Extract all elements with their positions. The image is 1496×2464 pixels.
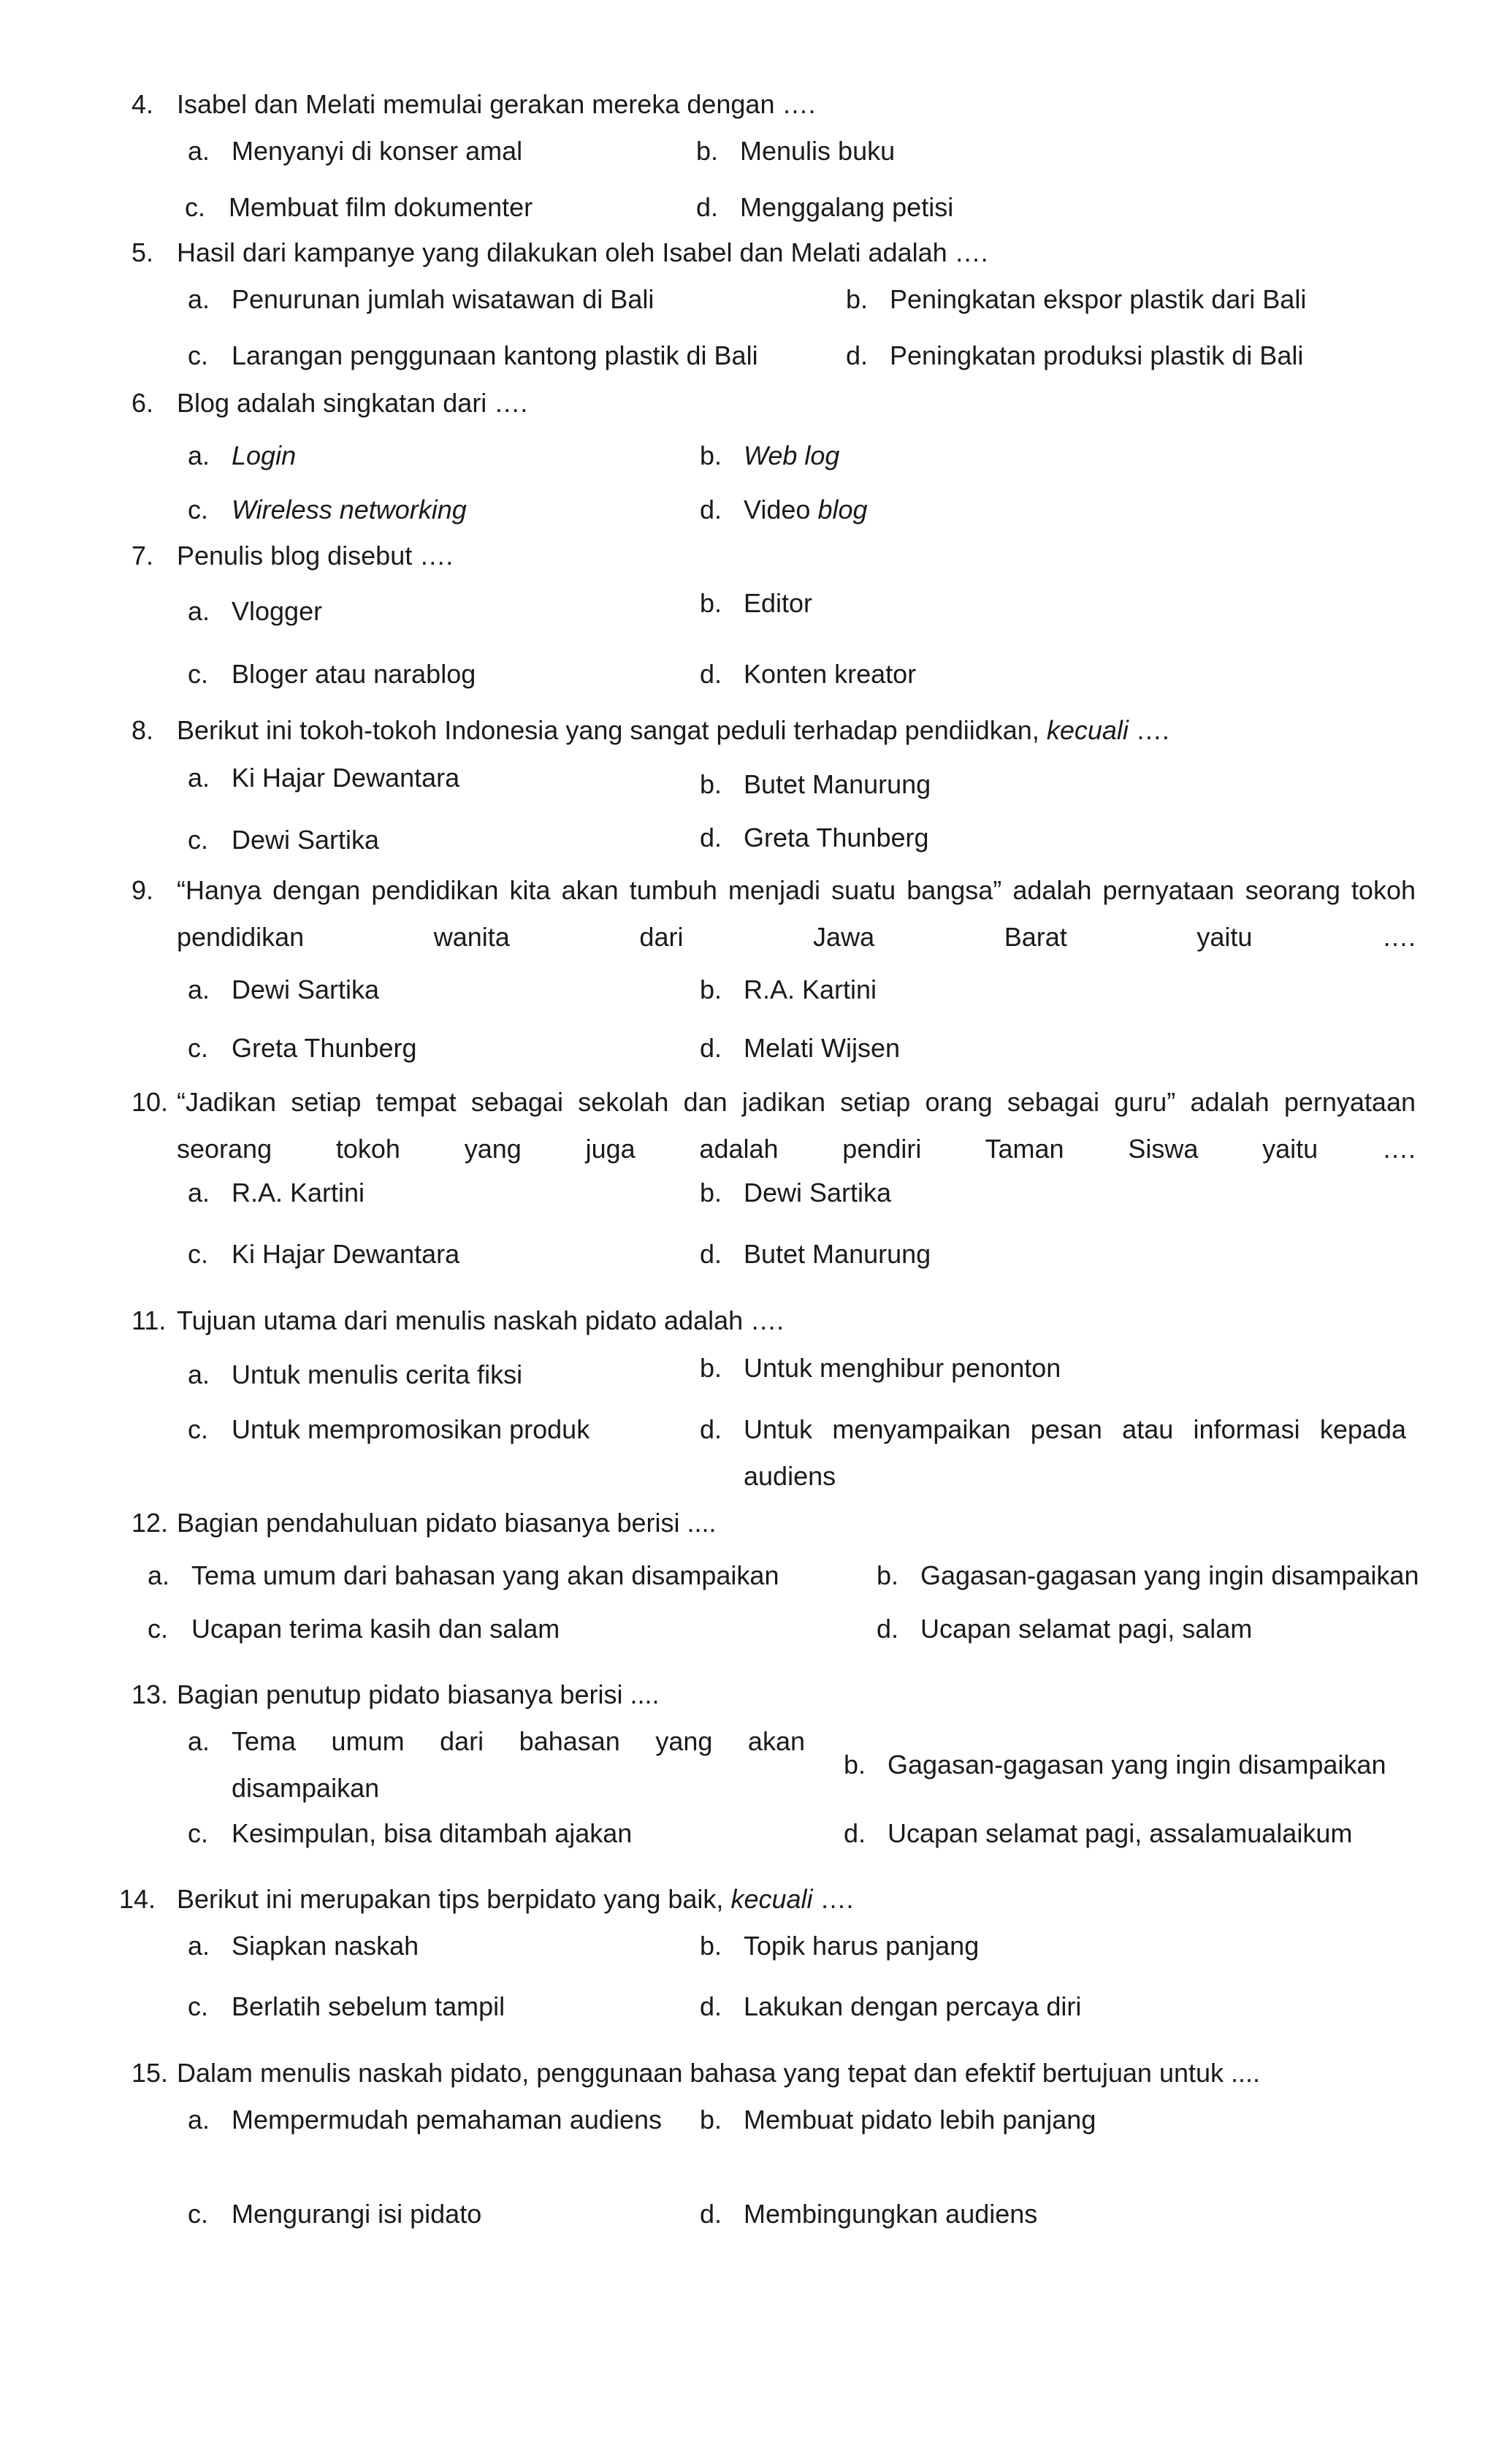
option-d[interactable]: d. Konten kreator [700, 659, 917, 689]
option-b[interactable]: b. Membuat pidato lebih panjang [700, 2105, 1096, 2135]
option-c[interactable]: c. Larangan penggunaan kantong plastik di Bali [188, 340, 758, 370]
option-d[interactable]: d. [700, 1414, 722, 1444]
question-text: Bagian pendahuluan pidato biasanya berisi .... [177, 1508, 717, 1538]
option-a[interactable]: a. R.A. Kartini [188, 1178, 365, 1208]
option-a-text: Tema umum dari bahasan yang akan disampaikan [232, 1726, 805, 1803]
option-d[interactable]: d. Peningkatan produksi plastik di Bali [846, 340, 1304, 370]
question-number: 12. [131, 1508, 169, 1538]
option-d[interactable]: d. Butet Manurung [700, 1239, 931, 1269]
question-text: Bagian penutup pidato biasanya berisi .... [177, 1679, 660, 1709]
option-c[interactable]: c. Mengurangi isi pidato [188, 2199, 482, 2229]
question-text: Isabel dan Melati memulai gerakan mereka dengan …. [177, 89, 816, 119]
option-d[interactable]: d. Lakukan dengan percaya diri [700, 1991, 1082, 2021]
question-number: 6. [131, 388, 154, 418]
option-b[interactable]: b. Peningkatan ekspor plastik dari Bali [846, 284, 1307, 314]
option-d[interactable]: d. Video blog [700, 495, 868, 525]
question-text: Dalam menulis naskah pidato, penggunaan bahasa yang tepat dan efektif bertujuan untuk .... [177, 2058, 1261, 2088]
option-d[interactable]: d. Ucapan selamat pagi, assalamualaikum [844, 1818, 1353, 1848]
option-a[interactable]: a. Untuk menulis cerita fiksi [188, 1359, 523, 1389]
option-b[interactable]: b. Dewi Sartika [700, 1178, 892, 1208]
option-c[interactable]: c. Kesimpulan, bisa ditambah ajakan [188, 1818, 633, 1848]
option-a[interactable]: a. Penurunan jumlah wisatawan di Bali [188, 284, 654, 314]
option-c[interactable]: c. Ki Hajar Dewantara [188, 1239, 460, 1269]
option-d[interactable]: d. Ucapan selamat pagi, salam [877, 1614, 1253, 1644]
question-number: 8. [131, 715, 154, 745]
question-text: Hasil dari kampanye yang dilakukan oleh Isabel dan Melati adalah …. [177, 237, 988, 267]
question-number: 7. [131, 541, 154, 571]
question-number: 13. [131, 1679, 169, 1709]
option-a[interactable]: a. [188, 1726, 210, 1756]
option-c[interactable]: c. Untuk mempromosikan produk [188, 1414, 590, 1444]
option-c[interactable]: c. Berlatih sebelum tampil [188, 1991, 505, 2021]
question-number: 10. [131, 1087, 169, 1117]
option-b[interactable]: b. Untuk menghibur penonton [700, 1353, 1061, 1383]
question-text: Berikut ini tokoh-tokoh Indonesia yang sangat peduli terhadap pendiidkan, kecuali …. [177, 715, 1169, 745]
option-a[interactable]: a. Vlogger [188, 596, 323, 626]
question-number: 14. [119, 1884, 156, 1914]
option-c[interactable]: c. Ucapan terima kasih dan salam [148, 1614, 560, 1644]
question-text: Tujuan utama dari menulis naskah pidato adalah …. [177, 1305, 785, 1335]
option-d[interactable]: d. Greta Thunberg [700, 823, 929, 853]
option-a[interactable]: a. Ki Hajar Dewantara [188, 763, 460, 793]
option-a[interactable]: a. Siapkan naskah [188, 1931, 419, 1961]
option-b[interactable]: b. Web log [700, 440, 840, 470]
question-number: 11. [131, 1305, 167, 1335]
option-b[interactable]: b. Topik harus panjang [700, 1931, 980, 1961]
option-b[interactable]: b. R.A. Kartini [700, 974, 877, 1004]
option-d[interactable]: d. Membingungkan audiens [700, 2199, 1038, 2229]
option-d[interactable]: d. Menggalang petisi [696, 192, 954, 222]
option-b[interactable]: b. Gagasan-gagasan yang ingin disampaikan [877, 1560, 1419, 1590]
option-d-text: Untuk menyampaikan pesan atau informasi kepada audiens [744, 1414, 1406, 1491]
option-b[interactable]: b. Editor [700, 588, 813, 618]
option-c[interactable]: c. Dewi Sartika [188, 825, 380, 855]
option-a[interactable]: a. Login [188, 440, 297, 470]
question-text: Penulis blog disebut …. [177, 541, 454, 571]
option-a[interactable]: a. Menyanyi di konser amal [188, 136, 523, 166]
question-text: Blog adalah singkatan dari …. [177, 388, 528, 418]
option-a[interactable]: a. Tema umum dari bahasan yang akan disampaikan [148, 1560, 779, 1590]
option-c[interactable]: c. Greta Thunberg [188, 1033, 417, 1063]
option-d[interactable]: d. Melati Wijsen [700, 1033, 901, 1063]
option-b[interactable]: b. Butet Manurung [700, 769, 931, 799]
option-c[interactable]: c. Bloger atau narablog [188, 659, 476, 689]
option-b[interactable]: b. Menulis buku [696, 136, 896, 166]
question-text: “Jadikan setiap tempat sebagai sekolah dan jadikan setiap orang sebagai guru” adalah pernyataan seorang tokoh yang juga adalah pendiri Taman Siswa yaitu …. [177, 1087, 1416, 1164]
question-number: 9. [131, 875, 154, 905]
option-c[interactable]: c. Wireless networking [188, 495, 467, 525]
question-number: 15. [131, 2058, 169, 2088]
question-number: 4. [131, 89, 154, 119]
option-a-text: Mempermudah pemahaman audiens [232, 2105, 662, 2135]
option-a[interactable]: a. [188, 2105, 210, 2135]
option-b[interactable]: b. Gagasan-gagasan yang ingin disampaikan [844, 1750, 1386, 1780]
question-text: Berikut ini merupakan tips berpidato yang baik, kecuali …. [177, 1884, 854, 1914]
option-c[interactable]: c. Membuat film dokumenter [185, 192, 533, 222]
question-number: 5. [131, 237, 154, 267]
option-a[interactable]: a. Dewi Sartika [188, 974, 380, 1004]
question-text: “Hanya dengan pendidikan kita akan tumbuh menjadi suatu bangsa” adalah pernyataan seorang tokoh pendidikan wanita dari Jawa Barat yaitu …. [177, 875, 1416, 952]
